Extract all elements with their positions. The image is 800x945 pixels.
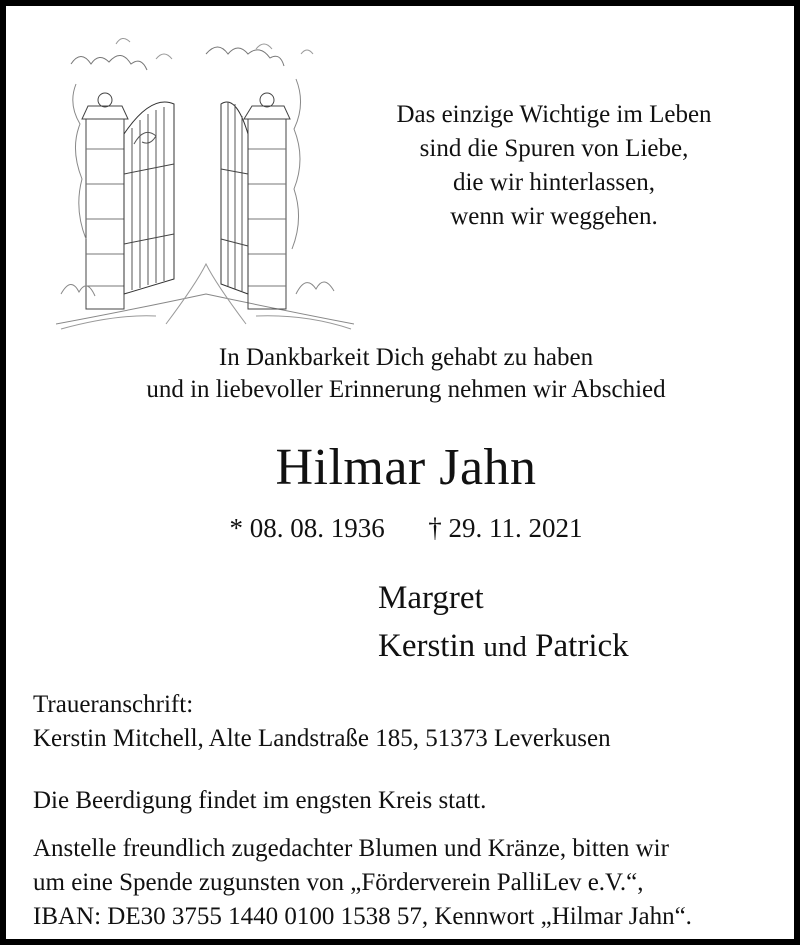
donation-request xyxy=(33,832,692,934)
donation-line: Anstelle freundlich zugedachter Blumen und Kränze, bitten wir xyxy=(33,835,669,862)
family-signature xyxy=(378,574,629,671)
family-name: Kerstin xyxy=(378,628,476,664)
family-conjunction: und xyxy=(483,631,527,663)
deceased-name: Hilmar Jahn xyxy=(275,439,537,496)
family-names-line xyxy=(378,622,629,671)
family-name: Margret xyxy=(378,580,484,616)
burial-note: Die Beerdigung findet im engsten Kreis statt. xyxy=(33,787,487,814)
garden-gate-illustration xyxy=(56,24,354,334)
quote-line: wenn wir weggehen. xyxy=(450,203,658,230)
birth-symbol: * xyxy=(229,513,243,543)
intro-line: und in liebevoller Erinnerung nehmen wir Abschied xyxy=(146,376,666,403)
birth-date: 08. 08. 1936 xyxy=(249,513,385,543)
farewell-intro xyxy=(6,342,800,406)
mourning-address xyxy=(33,688,611,756)
death-date: 29. 11. 2021 xyxy=(448,513,583,543)
death-symbol: † xyxy=(428,513,442,543)
address-label: Traueranschrift: xyxy=(33,691,194,718)
intro-line: In Dankbarkeit Dich gehabt zu haben xyxy=(218,344,594,371)
quote-line: sind die Spuren von Liebe, xyxy=(419,135,689,162)
family-name: Patrick xyxy=(535,628,629,664)
donation-line: um eine Spende zugunsten von „Förderverein PalliLev e.V.“, xyxy=(33,869,644,896)
life-dates xyxy=(6,508,800,548)
quote-line: die wir hinterlassen, xyxy=(452,169,656,196)
address-value: Kerstin Mitchell, Alte Landstraße 185, 51373 Leverkusen xyxy=(33,725,611,752)
donation-line: IBAN: DE30 3755 1440 0100 1538 57, Kennwort „Hilmar Jahn“. xyxy=(33,903,692,930)
memorial-quote xyxy=(356,98,752,234)
quote-line: Das einzige Wichtige im Leben xyxy=(396,101,712,128)
